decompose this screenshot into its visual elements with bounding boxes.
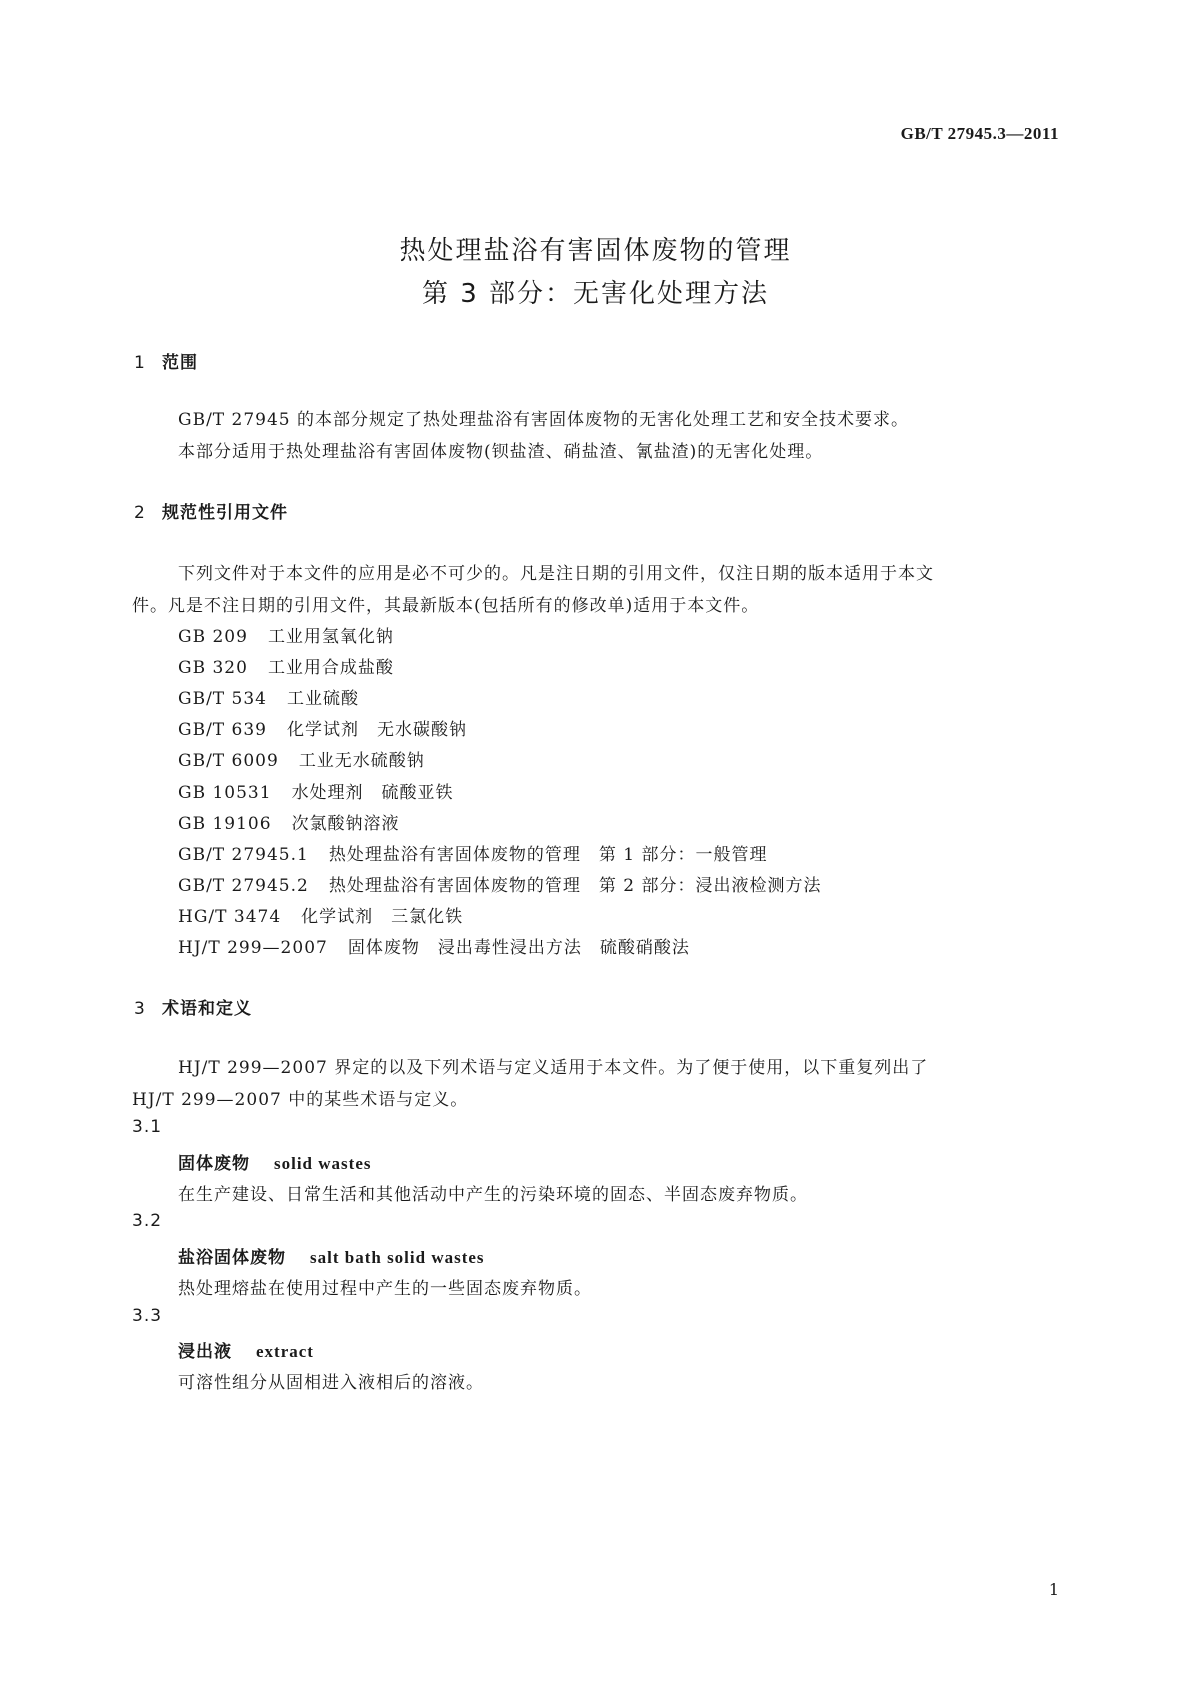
document-title-line1: 热处理盐浴有害固体废物的管理 xyxy=(399,236,792,266)
term-english: salt bath solid wastes xyxy=(310,1248,485,1267)
reference-title: 化学试剂 无水碳酸钠 xyxy=(287,720,467,740)
reference-code: GB/T 534 xyxy=(178,689,267,709)
term-number: 3.2 xyxy=(132,1211,163,1231)
reference-code: GB 10531 xyxy=(178,783,272,803)
scope-paragraph-1: GB/T 27945 的本部分规定了热处理盐浴有害固体废物的无害化处理工艺和安全技术要求。 xyxy=(178,410,910,430)
reference-code: GB/T 639 xyxy=(178,720,267,740)
page-number: 1 xyxy=(1048,1580,1059,1599)
standard-number: GB/T 27945.3—2011 xyxy=(900,124,1059,143)
references-intro-line1: 下列文件对于本文件的应用是必不可少的。凡是注日期的引用文件，仅注日期的版本适用于本文 xyxy=(178,564,934,584)
reference-code: GB 19106 xyxy=(178,814,272,834)
reference-item xyxy=(178,871,821,896)
reference-title: 热处理盐浴有害固体废物的管理 第 1 部分：一般管理 xyxy=(328,845,768,865)
reference-item xyxy=(178,902,463,927)
reference-title: 热处理盐浴有害固体废物的管理 第 2 部分：浸出液检测方法 xyxy=(328,876,822,896)
reference-code: HJ/T 299—2007 xyxy=(178,938,328,958)
scope-paragraph-2: 本部分适用于热处理盐浴有害固体废物(钡盐渣、硝盐渣、氰盐渣)的无害化处理。 xyxy=(178,442,824,462)
reference-code: GB/T 27945.2 xyxy=(178,876,309,896)
reference-item xyxy=(178,933,690,958)
terms-intro-line2: HJ/T 299—2007 中的某些术语与定义。 xyxy=(132,1090,469,1110)
references-intro-line2: 件。凡是不注日期的引用文件，其最新版本(包括所有的修改单)适用于本文件。 xyxy=(132,596,760,616)
reference-code: GB 320 xyxy=(178,658,248,678)
document-title-line2: 第 3 部分：无害化处理方法 xyxy=(421,279,770,309)
reference-code: GB/T 6009 xyxy=(178,751,279,771)
term-number: 3.1 xyxy=(132,1117,163,1137)
reference-title: 工业硫酸 xyxy=(287,689,359,709)
section-number: 1 xyxy=(134,353,146,373)
reference-item xyxy=(178,622,394,647)
reference-item xyxy=(178,684,359,709)
reference-title: 次氯酸钠溶液 xyxy=(291,814,400,834)
term-definition: 在生产建设、日常生活和其他活动中产生的污染环境的固态、半固态废弃物质。 xyxy=(178,1185,808,1205)
section-1-heading xyxy=(134,348,198,373)
section-title: 规范性引用文件 xyxy=(162,503,288,523)
reference-title: 固体废物 浸出毒性浸出方法 硫酸硝酸法 xyxy=(347,938,690,958)
reference-code: GB/T 27945.1 xyxy=(178,845,309,865)
reference-code: HG/T 3474 xyxy=(178,907,282,927)
section-title: 范围 xyxy=(162,353,198,373)
reference-title: 工业用氢氧化钠 xyxy=(267,627,394,647)
reference-item xyxy=(178,778,454,803)
reference-item xyxy=(178,840,767,865)
section-3-heading xyxy=(134,994,252,1019)
term-chinese: 盐浴固体废物 xyxy=(178,1248,286,1268)
reference-code: GB 209 xyxy=(178,627,248,647)
reference-title: 水处理剂 硫酸亚铁 xyxy=(291,783,454,803)
term-chinese: 固体废物 xyxy=(178,1154,250,1174)
section-number: 3 xyxy=(134,999,146,1019)
reference-title: 工业用合成盐酸 xyxy=(267,658,394,678)
section-title: 术语和定义 xyxy=(162,999,252,1019)
term-entry xyxy=(178,1243,485,1268)
reference-item xyxy=(178,746,425,771)
term-english: solid wastes xyxy=(274,1154,372,1173)
term-number: 3.3 xyxy=(132,1306,163,1326)
reference-item xyxy=(178,809,400,834)
term-entry xyxy=(178,1337,314,1362)
terms-intro-line1: HJ/T 299—2007 界定的以及下列术语与定义适用于本文件。为了便于使用，以下重复列出了 xyxy=(178,1058,929,1078)
reference-title: 化学试剂 三氯化铁 xyxy=(301,907,464,927)
reference-title: 工业无水硫酸钠 xyxy=(298,751,425,771)
term-entry xyxy=(178,1149,371,1174)
section-number: 2 xyxy=(134,503,146,523)
term-chinese: 浸出液 xyxy=(178,1342,232,1362)
reference-item xyxy=(178,653,394,678)
term-definition: 热处理熔盐在使用过程中产生的一些固态废弃物质。 xyxy=(178,1279,592,1299)
reference-item xyxy=(178,715,467,740)
term-english: extract xyxy=(256,1342,314,1361)
term-definition: 可溶性组分从固相进入液相后的溶液。 xyxy=(178,1373,484,1393)
section-2-heading xyxy=(134,498,288,523)
